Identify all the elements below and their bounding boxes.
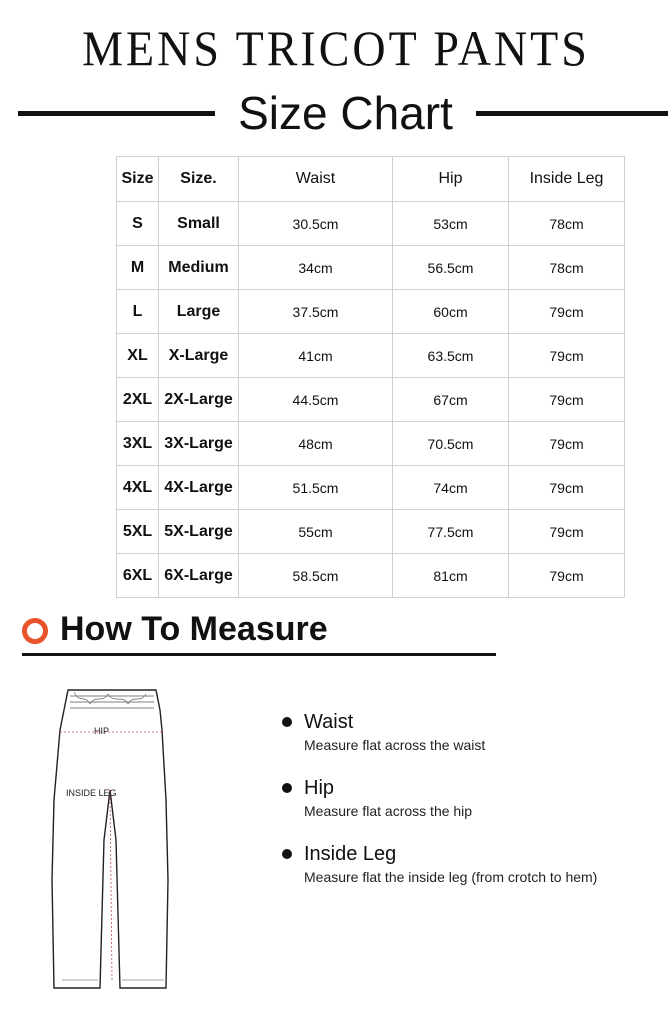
table-row [117,466,625,510]
table-row [117,290,625,334]
cell-hip: 60cm [393,290,509,334]
cell-size: 3XL [117,422,159,466]
table-row [117,554,625,598]
section-title: How To Measure [60,610,328,648]
cell-size: 2XL [117,378,159,422]
subtitle-rule-right [476,111,668,116]
how-to-measure-heading [22,612,502,658]
cell-size-name: 3X-Large [159,422,239,466]
cell-hip: 77.5cm [393,510,509,554]
diagram-label-hip: HIP [94,726,110,736]
cell-inside-leg: 79cm [509,422,625,466]
cell-inside-leg: 79cm [509,466,625,510]
cell-size: S [117,202,159,246]
column-header-inside-leg: Inside Leg [509,157,625,202]
cell-hip: 63.5cm [393,334,509,378]
table-body [117,202,625,598]
cell-inside-leg: 79cm [509,290,625,334]
cell-size-name: X-Large [159,334,239,378]
table-row [117,202,625,246]
cell-hip: 70.5cm [393,422,509,466]
table-row [117,422,625,466]
cell-inside-leg: 79cm [509,554,625,598]
pants-outline-icon [40,680,180,1000]
page-title: MENS TRICOT PANTS [82,20,590,77]
cell-waist: 30.5cm [239,202,393,246]
measure-item-inside-leg [282,842,642,888]
table-row [117,378,625,422]
cell-size: XL [117,334,159,378]
bullet-dot-icon [282,717,292,727]
column-header-waist: Waist [239,157,393,202]
subtitle-rule-left [18,111,215,116]
cell-waist: 44.5cm [239,378,393,422]
cell-waist: 48cm [239,422,393,466]
measure-item-desc: Measure flat across the hip [304,803,473,819]
cell-size-name: 4X-Large [159,466,239,510]
diagram-label-inside-leg: INSIDE LEG [66,788,117,798]
measure-item-desc: Measure flat across the waist [304,737,486,753]
size-chart-table [116,156,625,598]
cell-size-name: 6X-Large [159,554,239,598]
subtitle-row [14,86,662,142]
subtitle: Size Chart [238,87,453,139]
cell-size: 5XL [117,510,159,554]
measure-item-name: Waist [304,711,354,733]
cell-hip: 56.5cm [393,246,509,290]
table-header-row [117,157,625,202]
cell-inside-leg: 78cm [509,246,625,290]
circle-bullet-icon [22,618,48,644]
pants-diagram [40,680,180,1000]
cell-waist: 51.5cm [239,466,393,510]
cell-inside-leg: 79cm [509,378,625,422]
table-row [117,334,625,378]
section-rule [22,653,496,656]
cell-hip: 67cm [393,378,509,422]
cell-size: L [117,290,159,334]
cell-inside-leg: 79cm [509,334,625,378]
cell-waist: 58.5cm [239,554,393,598]
cell-waist: 41cm [239,334,393,378]
column-header-size-name: Size. [159,157,239,202]
cell-hip: 81cm [393,554,509,598]
measure-item-name: Hip [304,777,335,799]
bullet-dot-icon [282,783,292,793]
column-header-hip: Hip [393,157,509,202]
cell-size-name: Large [159,290,239,334]
cell-size-name: 2X-Large [159,378,239,422]
measure-instructions [282,710,642,908]
measure-item-hip [282,776,642,822]
cell-waist: 55cm [239,510,393,554]
measure-item-name: Inside Leg [304,843,397,865]
measure-item-desc: Measure flat the inside leg (from crotch to hem) [304,869,598,885]
bullet-dot-icon [282,849,292,859]
cell-inside-leg: 78cm [509,202,625,246]
cell-size: M [117,246,159,290]
cell-size-name: 5X-Large [159,510,239,554]
cell-waist: 37.5cm [239,290,393,334]
cell-size-name: Small [159,202,239,246]
table-row [117,246,625,290]
cell-size: 6XL [117,554,159,598]
cell-size: 4XL [117,466,159,510]
table-row [117,510,625,554]
cell-inside-leg: 79cm [509,510,625,554]
column-header-size: Size [117,157,159,202]
cell-hip: 53cm [393,202,509,246]
measure-item-waist [282,710,642,756]
cell-size-name: Medium [159,246,239,290]
cell-hip: 74cm [393,466,509,510]
cell-waist: 34cm [239,246,393,290]
